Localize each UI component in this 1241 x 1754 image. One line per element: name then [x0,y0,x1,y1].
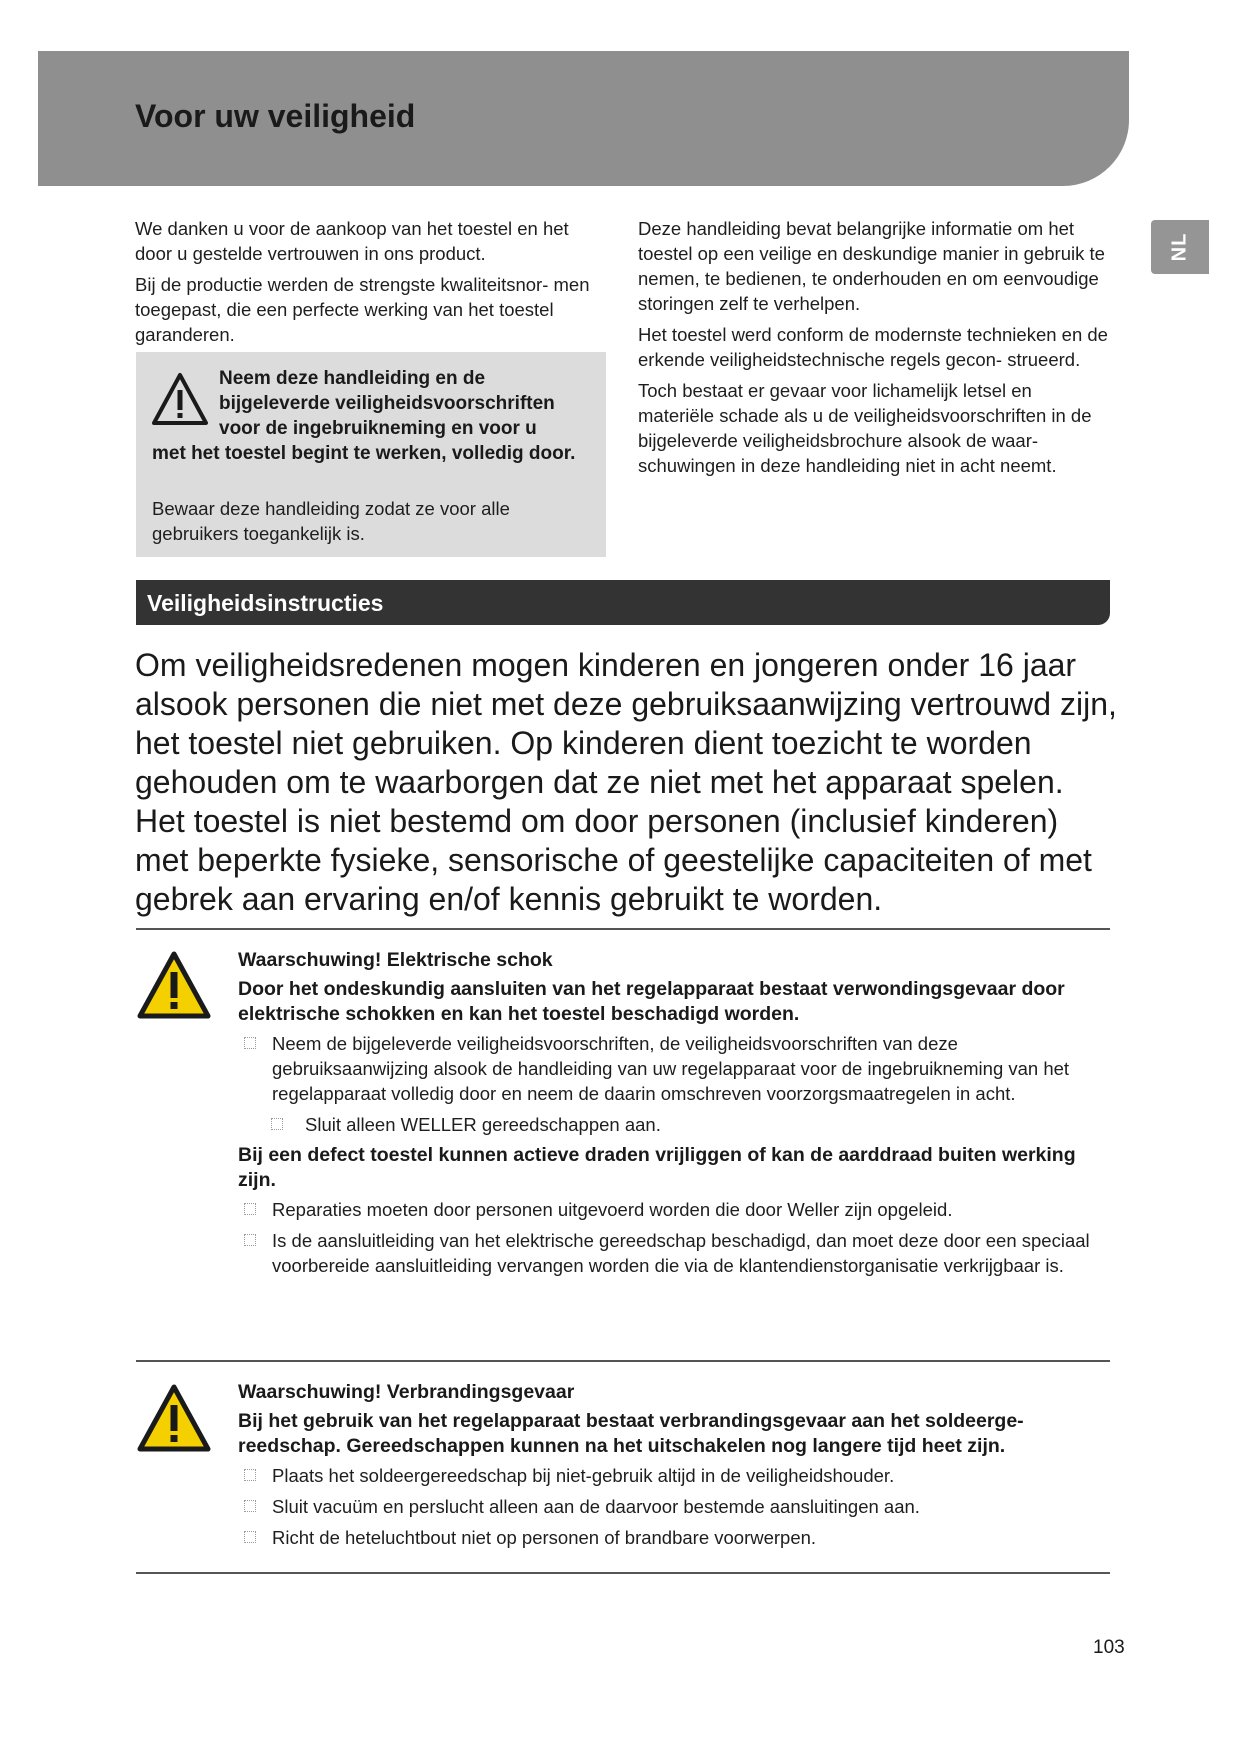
divider [136,1572,1110,1574]
warning-electric-shock [238,948,1098,1284]
list-item: Reparaties moeten door personen uitgevoerd worden die door Weller zijn opgeleid. [238,1197,1098,1222]
warning-statement: Bij het gebruik van het regelapparaat bestaat verbrandingsgevaar aan het soldeerge- reedschap. Gereedschappen kunnen na het uitschakelen nog langere tijd heet zijn. [238,1410,1024,1457]
notice-line: Neem deze handleiding en de [219,368,486,389]
burn-hazard-warning-icon [136,1383,212,1453]
bullet-box-icon [244,1234,256,1246]
warning-burn-hazard [238,1380,1098,1556]
electric-shock-warning-icon [136,950,212,1020]
list-item: Sluit vacuüm en perslucht alleen aan de daarvoor bestemde aansluitingen aan. [238,1494,1098,1519]
divider [136,1360,1110,1362]
list-item: Sluit alleen WELLER gereedschappen aan. [238,1112,1098,1137]
notice-instruction [152,366,592,466]
divider [136,928,1110,930]
warning-heading: Waarschuwing! Elektrische schok [238,949,553,971]
bullet-box-icon [244,1203,256,1215]
language-tab [1151,220,1209,274]
list-item: Plaats het soldeergereedschap bij niet-gebruik altijd in de veiligheidshouder. [238,1463,1098,1488]
bullet-box-icon [244,1037,256,1049]
intro-paragraph: Deze handleiding bevat belangrijke informatie om het toestel op een veilige en deskundige manier in gebruik te nemen, te bedienen, te onderhouden en om eenvoudige storingen zelf te verhelpen. [638,218,1105,314]
language-tab-label: NL [1168,232,1191,262]
safety-main-paragraph: Om veiligheidsredenen mogen kinderen en jongeren onder 16 jaar alsook personen die niet met deze gebruiksaanwijzing vertrouwd zijn, het toestel niet gebruiken. Op kinderen dient toezicht te worden gehouden om te waarborgen dat ze niet met het apparaat spelen. Het toestel is niet bestemd om door personen (inclusief kinderen) met beperkte fysieke, sensorische of geestelijke capaciteiten of met gebrek aan ervaring en/of kennis gebruikt te worden. [135,647,1117,917]
notice-line: voor de ingebruikneming en voor u [219,418,537,439]
page-number: 103 [1093,1637,1125,1658]
bullet-box-icon [271,1118,283,1130]
intro-right-column [638,216,1108,484]
page-title: Voor uw veiligheid [135,98,416,134]
bullet-box-icon [244,1531,256,1543]
bullet-box-icon [244,1500,256,1512]
notice-line: met het toestel begint te werken, volledig door. [152,443,576,464]
intro-paragraph: Bij de productie werden de strengste kwaliteitsnor- men toegepast, die een perfecte werking van het toestel garanderen. [135,274,590,345]
list-item: Richt de heteluchtbout niet op personen of brandbare voorwerpen. [238,1525,1098,1550]
intro-paragraph: Toch bestaat er gevaar voor lichamelijk letsel en materiële schade als u de veiligheidsvoorschriften in de bijgeleverde veiligheidsbrochure alsook de waar- schuwingen in deze handleiding niet in acht neemt. [638,380,1092,476]
warning-statement: Bij een defect toestel kunnen actieve draden vrijliggen of kan de aarddraad buiten werking zijn. [238,1144,1076,1191]
intro-left-column [135,216,610,353]
notice-note: Bewaar deze handleiding zodat ze voor alle gebruikers toegankelijk is. [152,498,510,544]
list-item: Is de aansluitleiding van het elektrische gereedschap beschadigd, dan moet deze door een speciaal voorbereide aansluitleiding vervangen worden die via de klantendienstorganisatie verkrijgbaar is. [238,1228,1098,1278]
intro-paragraph: Het toestel werd conform de modernste technieken en de erkende veiligheidstechnische regels gecon- strueerd. [638,324,1108,370]
warning-heading: Waarschuwing! Verbrandingsgevaar [238,1381,575,1403]
warning-statement: Door het ondeskundig aansluiten van het regelapparaat bestaat verwondingsgevaar door elektrische schokken en kan het toestel beschadigd worden. [238,978,1065,1025]
section-title: Veiligheidsinstructies [147,590,384,616]
bullet-box-icon [244,1469,256,1481]
notice-line: bijgeleverde veiligheidsvoorschriften [219,393,555,414]
list-item: Neem de bijgeleverde veiligheidsvoorschriften, de veiligheidsvoorschriften van deze gebruiksaanwijzing alsook de handleiding van uw regelapparaat voor de ingebruikneming van het regelapparaat volledig door en neem de daarin omschreven voorzorgsmaatregelen in acht. [238,1031,1098,1106]
intro-paragraph: We danken u voor de aankoop van het toestel en het door u gestelde vertrouwen in ons product. [135,218,569,264]
